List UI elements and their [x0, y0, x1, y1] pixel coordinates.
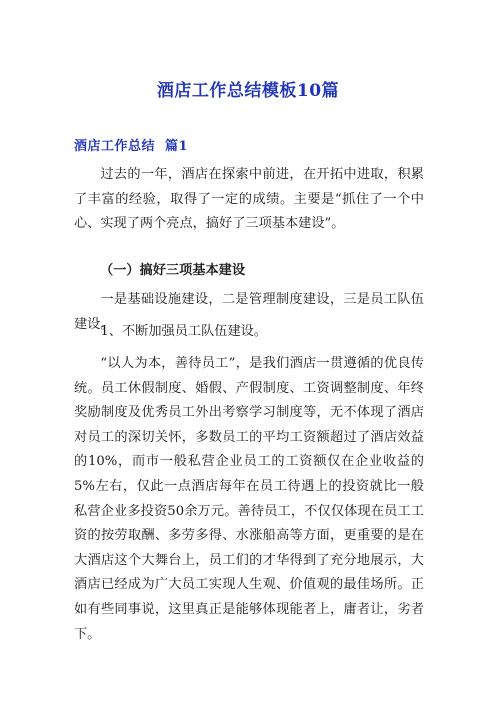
paragraph-three-constructions: 一是基础设施建设，二是管理制度建设，三是员工队伍建设。 [74, 292, 424, 332]
subheading-basic-construction: （一）搞好三项基本建设 [100, 263, 246, 278]
document-title: 酒店工作总结模板10篇 [156, 81, 340, 101]
paragraph-intro: 过去的一年，酒店在探索中前进，在开拓中进取，积累了丰富的经验，取得了一定的成绩。主要是“抓住了一个中心、实现了两个亮点，搞好了三项基本建设”。 [74, 167, 424, 232]
paragraph-staff-building: 1、不断加强员工队伍建设。 [100, 324, 268, 339]
section-heading: 酒店工作总结 篇1 [74, 139, 189, 154]
paragraph-people-oriented: “以人为本，善待员工”，是我们酒店一贯遵循的优良传统。员工休假制度、婚假、产假制度、工资调整制度、年终奖励制度及优秀员工外出考察学习制度等，无不体现了酒店对员工的深切关怀，多数员工的平均工资额超过了酒店效益的10%，而市一般私营企业员工的工资额仅在企业收益的5%左右，仅此一点酒店每年在员工待遇上的投资就比一般私营企业多投资50余万元。善待员工，不仅仅体现在员工工资的按劳取酬、多劳多得、水涨船高等方面，更重要的是在大酒店这个大舞台上，员工们的才华得到了充分地展示，大酒店已经成为广大员工实现人生观、价值观的最佳场所。正如有些同事说，这里真正是能够体现能者上，庸者让，劣者下。 [74, 356, 424, 642]
